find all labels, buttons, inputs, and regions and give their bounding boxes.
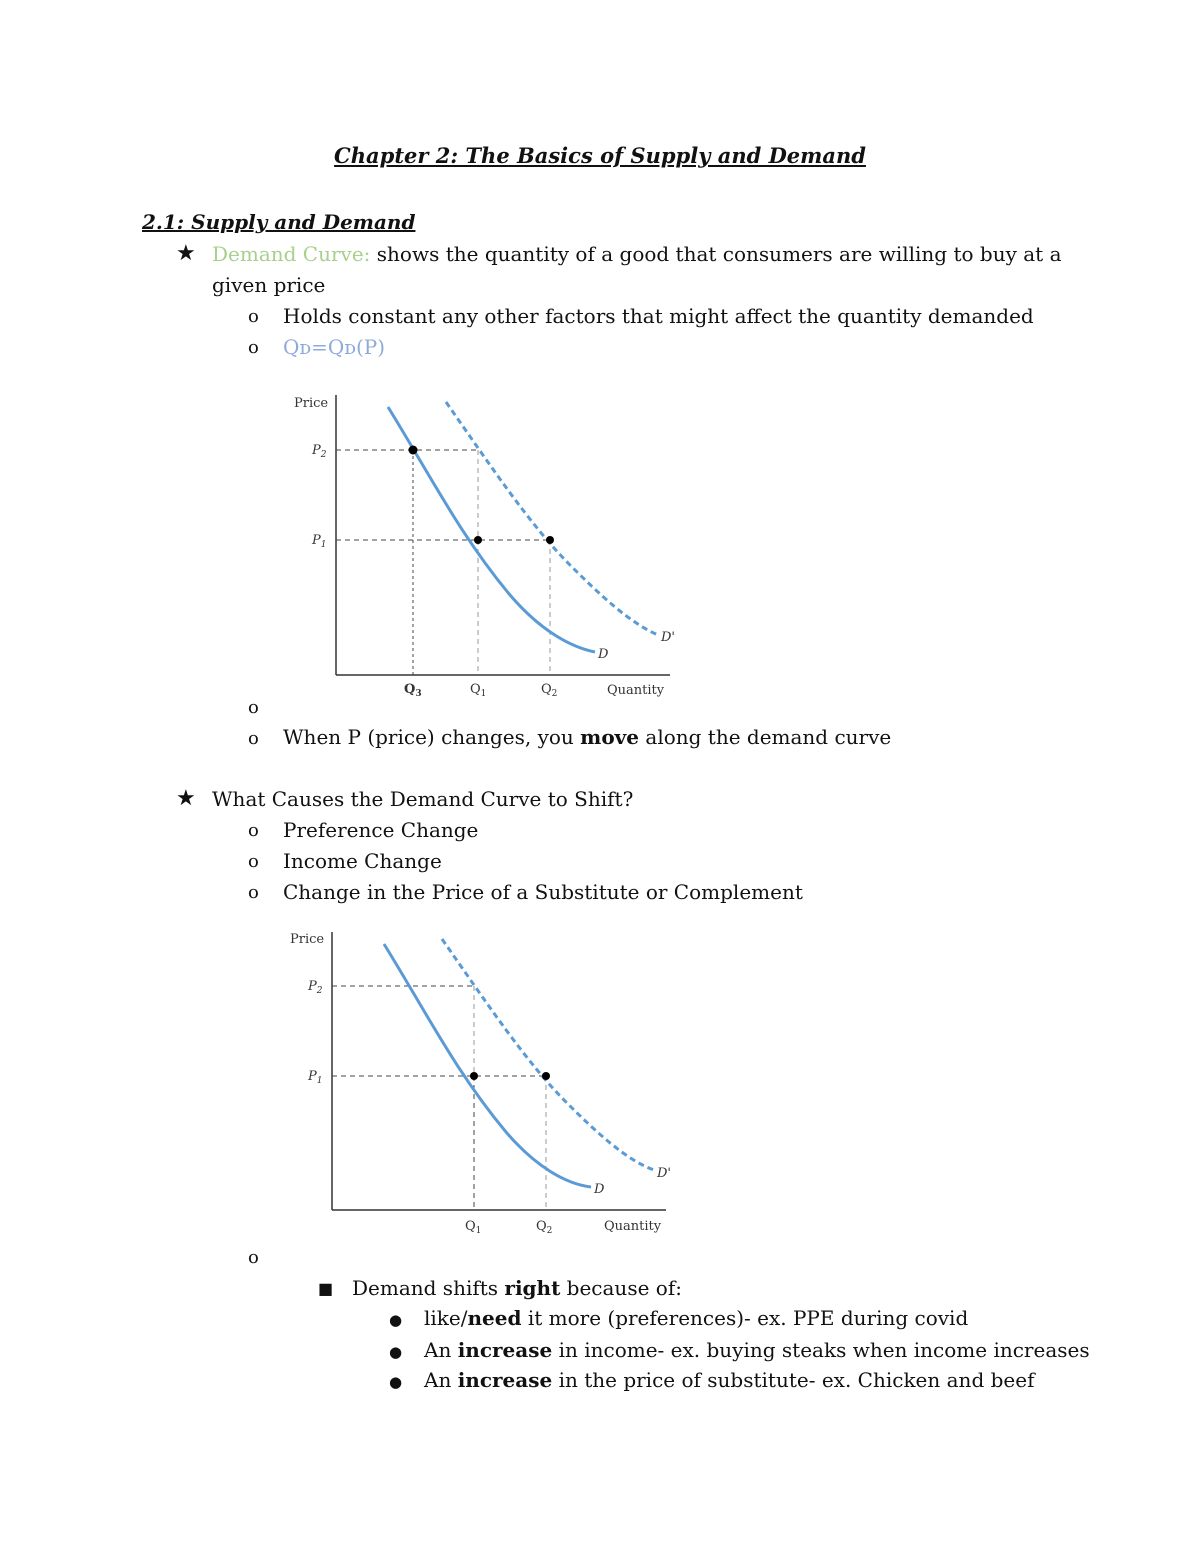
tick-label-q2: $Q_2$ [536, 1219, 553, 1236]
dot-bullet: ● [389, 1311, 403, 1329]
tick-label-p2: $P_2$ [312, 443, 327, 460]
star-bullet: ★ [176, 786, 196, 811]
y-axis-label: Price [290, 932, 325, 947]
circle-bullet: o [248, 1247, 259, 1268]
demand-curve-d-prime [446, 402, 658, 635]
label-d: D [594, 1182, 605, 1197]
demand-chart-1 [280, 385, 700, 705]
demand-curve-definition [212, 242, 1062, 266]
reason-post: in income- ex. buying steaks when income increases [552, 1338, 1090, 1362]
tick-label-q3: $Q_3$ [404, 682, 422, 699]
dot-bullet: ● [389, 1373, 403, 1391]
tick-label-p1: $P_1$ [308, 1069, 323, 1086]
tick-label-q1: $Q_1$ [470, 682, 487, 699]
shift-item: Change in the Price of a Substitute or Complement [283, 880, 803, 904]
tick-label-p2: $P_2$ [308, 979, 323, 996]
demand-chart-2 [276, 922, 696, 1242]
reason-item [424, 1306, 968, 1330]
reason-pre: An [424, 1368, 458, 1392]
circle-bullet: o [248, 728, 259, 749]
reason-item [424, 1368, 1034, 1392]
tick-label-q1: $Q_1$ [465, 1219, 482, 1236]
shift-right-text [352, 1276, 682, 1300]
section-heading: 2.1: Supply and Demand [142, 210, 416, 234]
circle-bullet: o [248, 882, 259, 903]
star-bullet: ★ [176, 241, 196, 266]
y-axis-label: Price [294, 396, 329, 411]
point-q2-p1 [542, 1072, 550, 1080]
reason-item [424, 1338, 1090, 1362]
label-d-prime: D' [661, 630, 675, 645]
point-q3-p2 [409, 446, 418, 455]
reason-bold: increase [457, 1368, 553, 1392]
move-post: along the demand curve [639, 725, 892, 749]
x-axis-label: Quantity [607, 683, 665, 698]
demand-curve-term: Demand Curve: [212, 242, 371, 266]
circle-bullet: o [248, 337, 259, 358]
reason-pre: An [424, 1338, 458, 1362]
dot-bullet: ● [389, 1343, 403, 1361]
point-q1-p1 [470, 1072, 478, 1080]
reason-bold: increase [457, 1338, 553, 1362]
demand-curve-d [388, 407, 595, 652]
move-bold: move [580, 725, 640, 749]
move-pre: When P (price) changes, you [283, 725, 581, 749]
circle-bullet: o [248, 851, 259, 872]
tick-label-p1: $P_1$ [312, 533, 327, 550]
reason-post: it more (preferences)- ex. PPE during covid [521, 1306, 969, 1330]
holds-constant-text: Holds constant any other factors that might affect the quantity demanded [283, 304, 1034, 328]
tick-label-q2: $Q_2$ [541, 682, 558, 699]
shift-item: Income Change [283, 849, 442, 873]
right-post: because of: [560, 1276, 682, 1300]
definition-continued: given price [212, 273, 326, 297]
shift-item: Preference Change [283, 818, 479, 842]
right-bold: right [504, 1276, 561, 1300]
point-q1-p1 [474, 536, 482, 544]
demand-curve-d-prime [442, 939, 654, 1170]
definition-text: shows the quantity of a good that consumers are willing to buy at a [370, 242, 1062, 266]
circle-bullet: o [248, 820, 259, 841]
page-title: Chapter 2: The Basics of Supply and Demand [334, 143, 866, 168]
move-along-text [283, 725, 891, 749]
label-d-prime: D' [657, 1166, 671, 1181]
point-q2-p1 [546, 536, 554, 544]
shift-heading: What Causes the Demand Curve to Shift? [212, 787, 634, 811]
reason-pre: like/ [424, 1306, 468, 1330]
circle-bullet: o [248, 306, 259, 327]
right-pre: Demand shifts [352, 1276, 505, 1300]
demand-formula: Qᴅ=Qᴅ(P) [283, 335, 386, 359]
reason-bold: need [467, 1306, 522, 1330]
x-axis-label: Quantity [604, 1219, 662, 1234]
circle-bullet: o [248, 697, 259, 718]
label-d: D [598, 647, 609, 662]
reason-post: in the price of substitute- ex. Chicken and beef [552, 1368, 1035, 1392]
square-bullet: ■ [318, 1279, 334, 1298]
demand-curve-d [384, 944, 591, 1187]
